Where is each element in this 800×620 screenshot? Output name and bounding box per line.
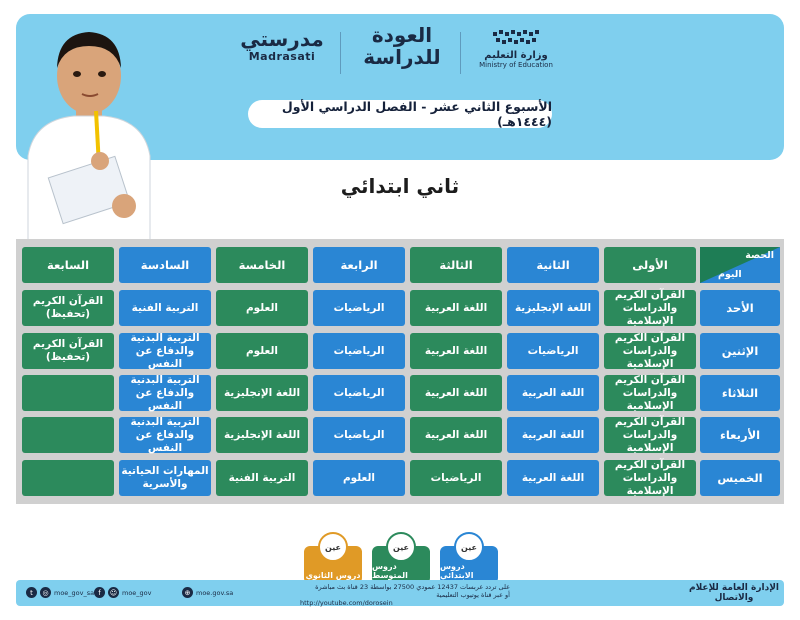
twitter-handle: moe_gov_sa — [54, 588, 95, 597]
class-cell: القرآن الكريم (تحفيظ) — [22, 290, 114, 326]
footer-broadcast-info — [300, 583, 510, 607]
student-illustration — [14, 16, 164, 242]
ministry-english: Ministry of Education — [479, 61, 553, 69]
app-badge-secondary[interactable] — [304, 542, 362, 584]
class-cell: التربية الفنية — [119, 290, 211, 326]
ministry-logo — [470, 28, 562, 84]
header-divider — [340, 32, 341, 74]
madrasati-logo — [232, 28, 332, 84]
class-cell: اللغة الإنجليزية — [216, 417, 308, 453]
social-facebook-snap[interactable] — [94, 587, 152, 598]
app-logo-intermediate: عين — [386, 532, 416, 562]
class-cell: العلوم — [313, 460, 405, 496]
class-cell: اللغة العربية — [410, 417, 502, 453]
class-cell: القرآن الكريم والدراسات الإسلامية — [604, 375, 696, 411]
class-cell: التربية البدنية والدفاع عن النفس — [119, 375, 211, 411]
snap-handle: moe_gov — [122, 588, 152, 597]
app-label-intermediate: دروس المتوسط — [372, 562, 408, 580]
app-label-secondary: دروس الثانوي — [305, 571, 361, 580]
day-header-1: الأحد — [700, 290, 780, 326]
twitter-icon: t — [26, 587, 37, 598]
class-cell: اللغة العربية — [410, 290, 502, 326]
campaign-line-1: العودة — [371, 23, 433, 47]
header-divider — [460, 32, 461, 74]
class-cell: اللغة العربية — [410, 375, 502, 411]
ministry-arabic: وزارة التعليم — [484, 50, 548, 61]
period-header-2: الثانية — [507, 247, 599, 283]
class-cell: التربية البدنية والدفاع عن النفس — [119, 333, 211, 369]
class-cell: الرياضيات — [313, 417, 405, 453]
app-logo-primary: عين — [454, 532, 484, 562]
social-twitter[interactable] — [26, 587, 94, 598]
snapchat-icon: ☺ — [109, 588, 118, 597]
class-cell: اللغة العربية — [507, 417, 599, 453]
class-cell: القرآن الكريم والدراسات الإسلامية — [604, 460, 696, 496]
madrasati-arabic: مدرستي — [240, 27, 324, 51]
facebook-icon: f — [94, 587, 105, 598]
period-header-6: السادسة — [119, 247, 211, 283]
class-cell: القرآن الكريم والدراسات الإسلامية — [604, 417, 696, 453]
corner-day-label: اليوم — [718, 269, 742, 280]
class-cell: العلوم — [216, 333, 308, 369]
footer-text-line-2: أو عبر قناة يوتيوب التعليمية — [436, 591, 510, 599]
website-handle: moe.gov.sa — [196, 588, 234, 597]
day-header-4: الأربعاء — [700, 417, 780, 453]
class-cell: اللغة العربية — [410, 333, 502, 369]
class-cell: الرياضيات — [410, 460, 502, 496]
class-cell: القرآن الكريم والدراسات الإسلامية — [604, 333, 696, 369]
class-cell: القرآن الكريم والدراسات الإسلامية — [604, 290, 696, 326]
class-cell: القرآن الكريم (تحفيظ) — [22, 333, 114, 369]
youtube-link[interactable]: http://youtube.com/dorosein — [300, 599, 393, 607]
period-header-1: الأولى — [604, 247, 696, 283]
corner-period-label: الحصة — [745, 250, 774, 261]
ministry-emblem-icon — [491, 28, 541, 46]
class-cell — [22, 460, 114, 496]
back-to-school-logo — [352, 24, 452, 84]
app-logo-secondary: عين — [318, 532, 348, 562]
class-cell — [22, 375, 114, 411]
grade-title: ثاني ابتدائي — [340, 174, 460, 198]
app-label-primary: دروس الابتدائي — [440, 562, 474, 580]
class-cell: المهارات الحياتية والأسرية — [119, 460, 211, 496]
class-cell: الرياضيات — [313, 375, 405, 411]
class-cell: الرياضيات — [507, 333, 599, 369]
class-cell: اللغة العربية — [507, 375, 599, 411]
timetable-corner-header — [700, 247, 780, 283]
period-header-3: الثالثة — [410, 247, 502, 283]
madrasati-english: Madrasati — [248, 50, 316, 63]
social-web[interactable] — [182, 587, 233, 598]
period-header-5: الخامسة — [216, 247, 308, 283]
campaign-line-2: للدراسة — [363, 45, 441, 69]
footer-text-line-1: على تردد عربسات 12437 عمودي 27500 بواسطة 23 قناة بث مباشرة — [315, 583, 510, 591]
class-cell — [22, 417, 114, 453]
class-cell: اللغة العربية — [507, 460, 599, 496]
day-header-5: الخميس — [700, 460, 780, 496]
day-header-2: الإثنين — [700, 333, 780, 369]
class-cell: الرياضيات — [313, 333, 405, 369]
media-department-logo: الإدارة العامة للإعلام والاتصال — [689, 583, 779, 603]
day-header-3: الثلاثاء — [700, 375, 780, 411]
class-cell: اللغة الإنجليزية — [507, 290, 599, 326]
class-cell: العلوم — [216, 290, 308, 326]
week-title: الأسبوع الثاني عشر - الفصل الدراسي الأول (١٤٤٤هـ) — [248, 100, 552, 128]
class-cell: اللغة الإنجليزية — [216, 375, 308, 411]
class-cell: التربية الفنية — [216, 460, 308, 496]
class-cell: الرياضيات — [313, 290, 405, 326]
period-header-7: السابعة — [22, 247, 114, 283]
app-badge-primary[interactable] — [440, 542, 498, 584]
globe-icon: ⊕ — [182, 587, 193, 598]
instagram-icon: ◎ — [40, 587, 51, 598]
app-badge-intermediate[interactable] — [372, 542, 430, 584]
class-cell: التربية البدنية والدفاع عن النفس — [119, 417, 211, 453]
period-header-4: الرابعة — [313, 247, 405, 283]
